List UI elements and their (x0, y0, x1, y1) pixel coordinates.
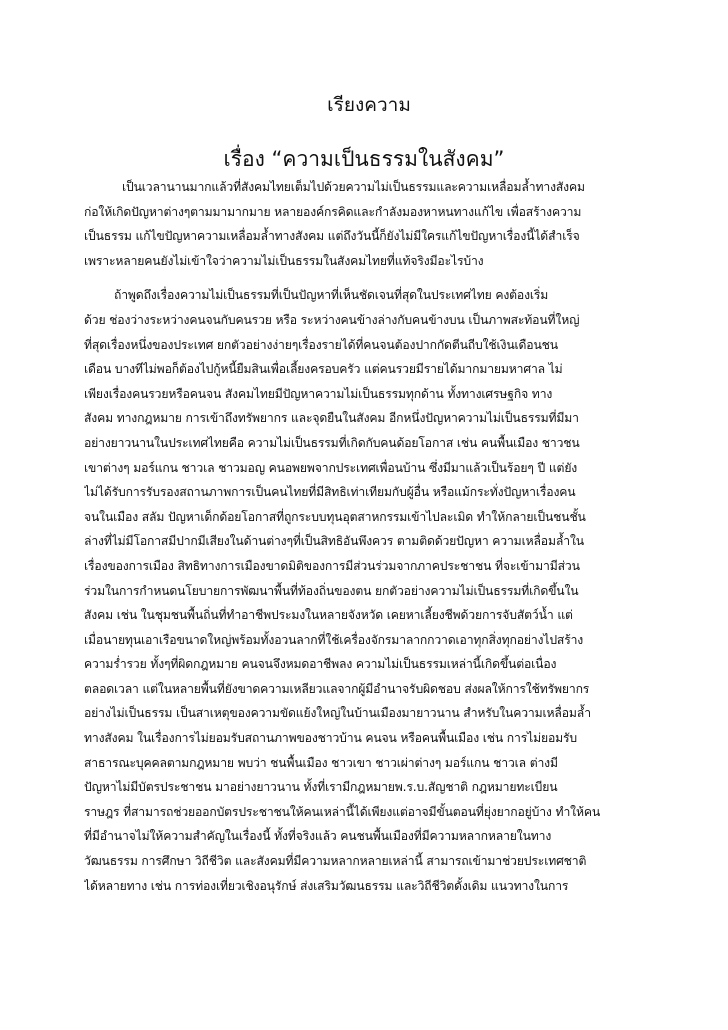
paragraph-line: จนในเมือง สลัม ปัญหาเด็กด้อยโอกาสที่ถูกระบบทุนอุตสาหกรรมเข้าไปละเมิด ทำให้กลายเป็นชนชั้น (84, 509, 586, 524)
paragraph-2 (84, 283, 646, 898)
paragraph-line: ล่างที่ไม่มีโอกาสมีปากมีเสียงในด้านต่างๆที่เป็นสิทธิอันพึงควร ตามติดด้วยปัญหา ความเหลื่อมล้ำใน (84, 534, 584, 549)
paragraph-line: เป็นเวลานานมากแล้วที่สังคมไทยเต็มไปด้วยความไม่เป็นธรรมและความเหลื่อมล้ำทางสังคม (122, 180, 585, 194)
paragraph-line: ทางสังคม ในเรื่องการไม่ยอมรับสถานภาพของชาวบ้าน คนจน หรือคนพื้นเมือง เช่น การไม่ยอมรับ (84, 731, 577, 746)
paragraph-line: เดือน บางทีไม่พอก็ต้องไปกู้หนี้ยืมสินเพื่อเลี้ยงครอบครัว แต่คนรวยมีรายได้มากมายมหาศาล ไม่ (84, 362, 563, 377)
paragraph-line: ด้วย ช่องว่างระหว่างคนจนกับคนรวย หรือ ระหว่างคนข้างล่างกับคนข้างบน เป็นภาพสะท้อนที่ใหญ่ (84, 312, 580, 327)
document-type-heading: เรียงความ (327, 94, 411, 116)
paragraph-line: ราษฎร ที่สามารถช่วยออกบัตรประชาชนให้คนเหล่านี้ได้เพียงแต่อาจมีขั้นตอนที่ยุ่งยากอยู่บ้าง ทำให้คน (84, 804, 601, 819)
paragraph-line: ก่อให้เกิดปัญหาต่างๆตามมามากมาย หลายองค์กรคิดและกำลังมองหาหนทางแก้ไข เพื่อสร้างความ (84, 204, 582, 219)
essay-body (84, 175, 646, 898)
paragraph-line: เรื่องของการเมือง สิทธิทางการเมืองขาดมิติของการมีส่วนร่วมจากภาคประชาชน ที่จะเข้ามามีส่วน (84, 558, 580, 573)
paragraph-line: สังคม ทางกฎหมาย การเข้าถึงทรัพยากร และจุดยืนในสังคม อีกหนึ่งปัญหาความไม่เป็นธรรมที่มีมา (84, 411, 579, 426)
paragraph-line: เพียงเรื่องคนรวยหรือคนจน สังคมไทยมีปัญหาความไม่เป็นธรรมทุกด้าน ทั้งทางเศรษฐกิจ ทาง (84, 386, 553, 401)
paragraph-line: ที่สุดเรื่องหนึ่งของประเทศ ยกตัวอย่างง่ายๆเรื่องรายได้ที่คนจนต้องปากกัดตีนถีบใช้เงินเดือนชน (84, 337, 558, 352)
paragraph-line: ไม่ได้รับการรับรองสถานภาพการเป็นคนไทยที่มีสิทธิเท่าเทียมกับผู้อื่น หรือแม้กระทั่งปัญหาเรื่องคน (84, 485, 576, 500)
paragraph-line: อย่างยาวนานในประเทศไทยคือ ความไม่เป็นธรรมที่เกิดกับคนด้อยโอกาส เช่น คนพื้นเมือง ชาวชน (84, 435, 580, 450)
paragraph-line: เมื่อนายทุนเอาเรือขนาดใหญ่พร้อมทั้งอวนลากที่ใช้เครื่องจักรมาลากกวาดเอาทุกสิ่งทุกอย่างไปสร้าง (84, 632, 584, 647)
paragraph-line: เป็นธรรม แก้ไขปัญหาความเหลื่อมล้ำทางสังคม แต่ถึงวันนี้ก็ยังไม่มีใครแก้ไขปัญหาเรื่องนี้ได้สำเร็จ (84, 229, 580, 244)
paragraph-line: สังคม เช่น ในชุมชนพื้นถิ่นที่ทำอาชีพประมงในหลายจังหวัด เคยหาเลี้ยงชีพด้วยการจับสัตว์น้ำ แต่ (84, 608, 573, 623)
paragraph-line: เขาต่างๆ มอร์แกน ชาวเล ชาวมอญ คนอพยพจากประเทศเพื่อนบ้าน ซึ่งมีมาแล้วเป็นร้อยๆ ปี แต่ยัง (84, 460, 578, 475)
paragraph-line: ปัญหาไม่มีบัตรประชาชน มาอย่างยาวนาน ทั้งที่เรามีกฎหมายพ.ร.บ.สัญชาติ กฎหมายทะเบียน (84, 780, 558, 795)
paragraph-line: ได้หลายทาง เช่น การท่องเที่ยวเชิงอนุรักษ์ ส่งเสริมวัฒนธรรม และวิถีชีวิตดั้งเดิม แนวทางในการ (84, 878, 569, 893)
paragraph-line: เพราะหลายคนยังไม่เข้าใจว่าความไม่เป็นธรรมในสังคมไทยที่แท้จริงมีอะไรบ้าง (84, 253, 484, 268)
essay-title: เรื่อง “ความเป็นธรรมในสังคม” (223, 147, 505, 171)
paragraph-line: ถ้าพูดถึงเรื่องความไม่เป็นธรรมที่เป็นปัญหาที่เห็นชัดเจนที่สุดในประเทศไทย คงต้องเริ่ม (114, 288, 549, 303)
paragraph-line: ความร่ำรวย ทั้งๆที่ผิดกฎหมาย คนจนจึงหมดอาชีพลง ความไม่เป็นธรรมเหล่านี้เกิดขึ้นต่อเนื่อง (84, 657, 557, 672)
paragraph-line: ตลอดเวลา แต่ในหลายพื้นที่ยังขาดความเหลียวแลจากผู้มีอำนาจรับผิดชอบ ส่งผลให้การใช้ทรัพยากร (84, 681, 590, 696)
paragraph-line: ที่มีอำนาจไม่ให้ความสำคัญในเรื่องนี้ ทั้งที่จริงแล้ว คนชนพื้นเมืองที่มีความหลากหลายในทาง (84, 829, 552, 844)
paragraph-line: สาธารณะบุคคลตามกฎหมาย พบว่า ชนพื้นเมือง ชาวเขา ชาวเผ่าต่างๆ มอร์แกน ชาวเล ต่างมี (84, 755, 558, 770)
paragraph-line: ร่วมในการกำหนดนโยบายการพัฒนาพื้นที่ท้องถิ่นของตน ยกตัวอย่างความไม่เป็นธรรมที่เกิดขึ้นใน (84, 583, 579, 598)
paragraph-1 (84, 175, 646, 273)
paragraph-line: วัฒนธรรม การศึกษา วิถีชีวิต และสังคมที่มีความหลากหลายเหล่านี้ สามารถเข้ามาช่วยประเทศชาติ (84, 854, 587, 869)
paragraph-line: อย่างไม่เป็นธรรม เป็นสาเหตุของความขัดแย้งใหญ่ในบ้านเมืองมายาวนาน สำหรับในความเหลื่อมล้ำ (84, 706, 591, 721)
